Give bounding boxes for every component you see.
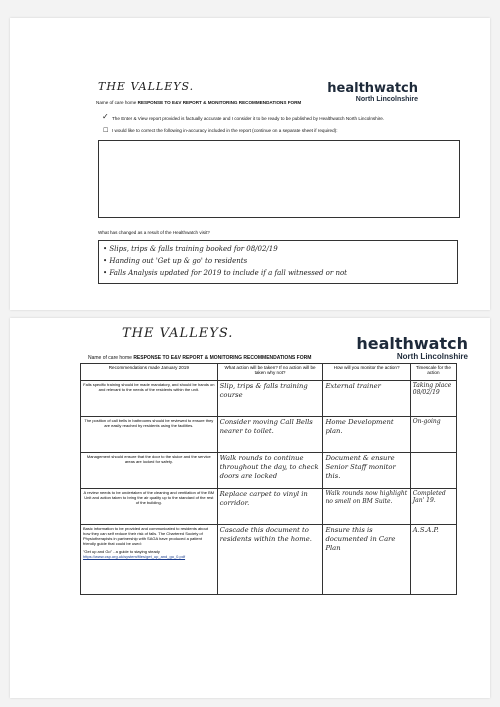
recommendation-text: Falls specific training should be made mandatory, and should be hands on and relevant to the needs of the residents within the unit.: [83, 382, 215, 392]
recommendation-text: The position of call bells in bathrooms should be reviewed to ensure they are easily reached by residents using the facilities.: [84, 418, 214, 428]
action-cell[interactable]: Cascade this document to residents within the home.: [217, 525, 323, 595]
healthwatch-logo-2: [356, 336, 468, 361]
form-title-bold-2: RESPONSE TO E&V REPORT & MONITORING RECOMMENDATIONS FORM: [133, 355, 312, 361]
form-title-2: [88, 355, 311, 361]
action-cell[interactable]: Walk rounds to continue throughout the day, to check doors are locked: [217, 453, 323, 489]
form-title-prefix: Name of care home: [96, 100, 137, 105]
timescale-cell[interactable]: A.S.A.P.: [410, 525, 456, 595]
action-cell[interactable]: Slip, trips & falls training course: [217, 381, 323, 417]
monitor-cell[interactable]: External trainer: [323, 381, 410, 417]
table-row: [81, 525, 457, 595]
timescale-cell[interactable]: Completed Jan' 19.: [410, 489, 456, 525]
recommendation-cell: [81, 417, 218, 453]
table-row: [81, 453, 457, 489]
change-line-1: • Slips, trips & falls training booked for 08/02/19: [103, 245, 278, 253]
monitor-cell[interactable]: Walk rounds now highlight no smell on BM Suite.: [323, 489, 410, 525]
guide-link[interactable]: https://www.csp.org.uk/system/files/get_up_and_go_0.pdf: [83, 554, 186, 559]
logo-region: North Lincolnshire: [355, 96, 418, 103]
healthwatch-logo: [327, 82, 418, 103]
option-accurate: The Enter & View report provided is factually accurate and I consider it to be ready to be published by Healthwatch North Lincolnshire.: [112, 116, 385, 121]
recommendation-cell: [81, 525, 218, 595]
header-monitor: How will you monitor the action?: [323, 364, 410, 381]
change-line-3: • Falls Analysis updated for 2019 to include if a fall witnessed or not: [103, 269, 347, 277]
table-row: [81, 381, 457, 417]
handwritten-care-home-name-2: THE VALLEYS.: [122, 326, 234, 341]
correction-textarea[interactable]: [98, 140, 460, 218]
recommendation-cell: [81, 381, 218, 417]
handwritten-care-home-name: THE VALLEYS.: [98, 80, 195, 93]
form-page-2: [10, 318, 490, 698]
header-action: What action will be taken? If no action will be taken why not?: [217, 364, 323, 381]
logo-region-2: North Lincolnshire: [396, 352, 468, 361]
recommendation-cell: [81, 453, 218, 489]
guide-title: "Get up and Go" - a guide to staying steady: [83, 549, 160, 554]
changes-box[interactable]: [98, 240, 458, 284]
action-cell[interactable]: Consider moving Call Bells nearer to toilet.: [217, 417, 323, 453]
timescale-cell[interactable]: [410, 453, 456, 489]
table-row: [81, 417, 457, 453]
recommendation-cell: [81, 489, 218, 525]
recommendation-text: A review needs to be undertaken of the cleaning and ventilation of the BM Unit and action taken to bring the air quality up to the standard of the rest of the building.: [83, 490, 215, 505]
recommendation-text: Management should ensure that the door to the sluice and the service areas are locked for safety.: [86, 454, 211, 464]
change-line-2: • Handing out 'Get up & go' to residents: [103, 257, 248, 265]
action-cell[interactable]: Replace carpet to vinyl in corridor.: [217, 489, 323, 525]
header-timescale: Timescale for the action: [410, 364, 456, 381]
changes-label: What has changed as a result of the Healthwatch visit?: [98, 230, 210, 235]
form-title-prefix-2: Name of care home: [88, 355, 132, 361]
monitor-cell[interactable]: Document & ensure Senior Staff monitor this.: [323, 453, 410, 489]
checkbox-icon[interactable]: ☐: [103, 128, 109, 134]
form-page-1: [10, 18, 490, 310]
recommendations-table: [80, 363, 457, 595]
option-correction: I would like to correct the following in-accuracy included in the report (continue on a separate sheet if required):: [112, 128, 338, 133]
timescale-cell[interactable]: On-going: [410, 417, 456, 453]
timescale-cell[interactable]: Taking place 08/02/19: [410, 381, 456, 417]
header-recommendations: Recommendations made January 2019: [81, 364, 218, 381]
form-title: [96, 100, 301, 105]
table-row: [81, 489, 457, 525]
recommendation-text: Basic information to be provided and communicated to residents about how they can self reduce their risk of falls. The Chartered Society of Physiotherapists in partnership with SAGA have produced a patient friendly guide that could be used:: [83, 526, 208, 546]
logo-name: healthwatch: [327, 81, 418, 96]
checkmark-icon[interactable]: ✓: [102, 112, 109, 121]
monitor-cell[interactable]: Ensure this is documented in Care Plan: [323, 525, 410, 595]
table-header-row: [81, 364, 457, 381]
logo-name-2: healthwatch: [356, 334, 468, 353]
form-title-bold: RESPONSE TO E&V REPORT & MONITORING RECOMMENDATIONS FORM: [137, 100, 302, 105]
monitor-cell[interactable]: Home Development plan.: [323, 417, 410, 453]
